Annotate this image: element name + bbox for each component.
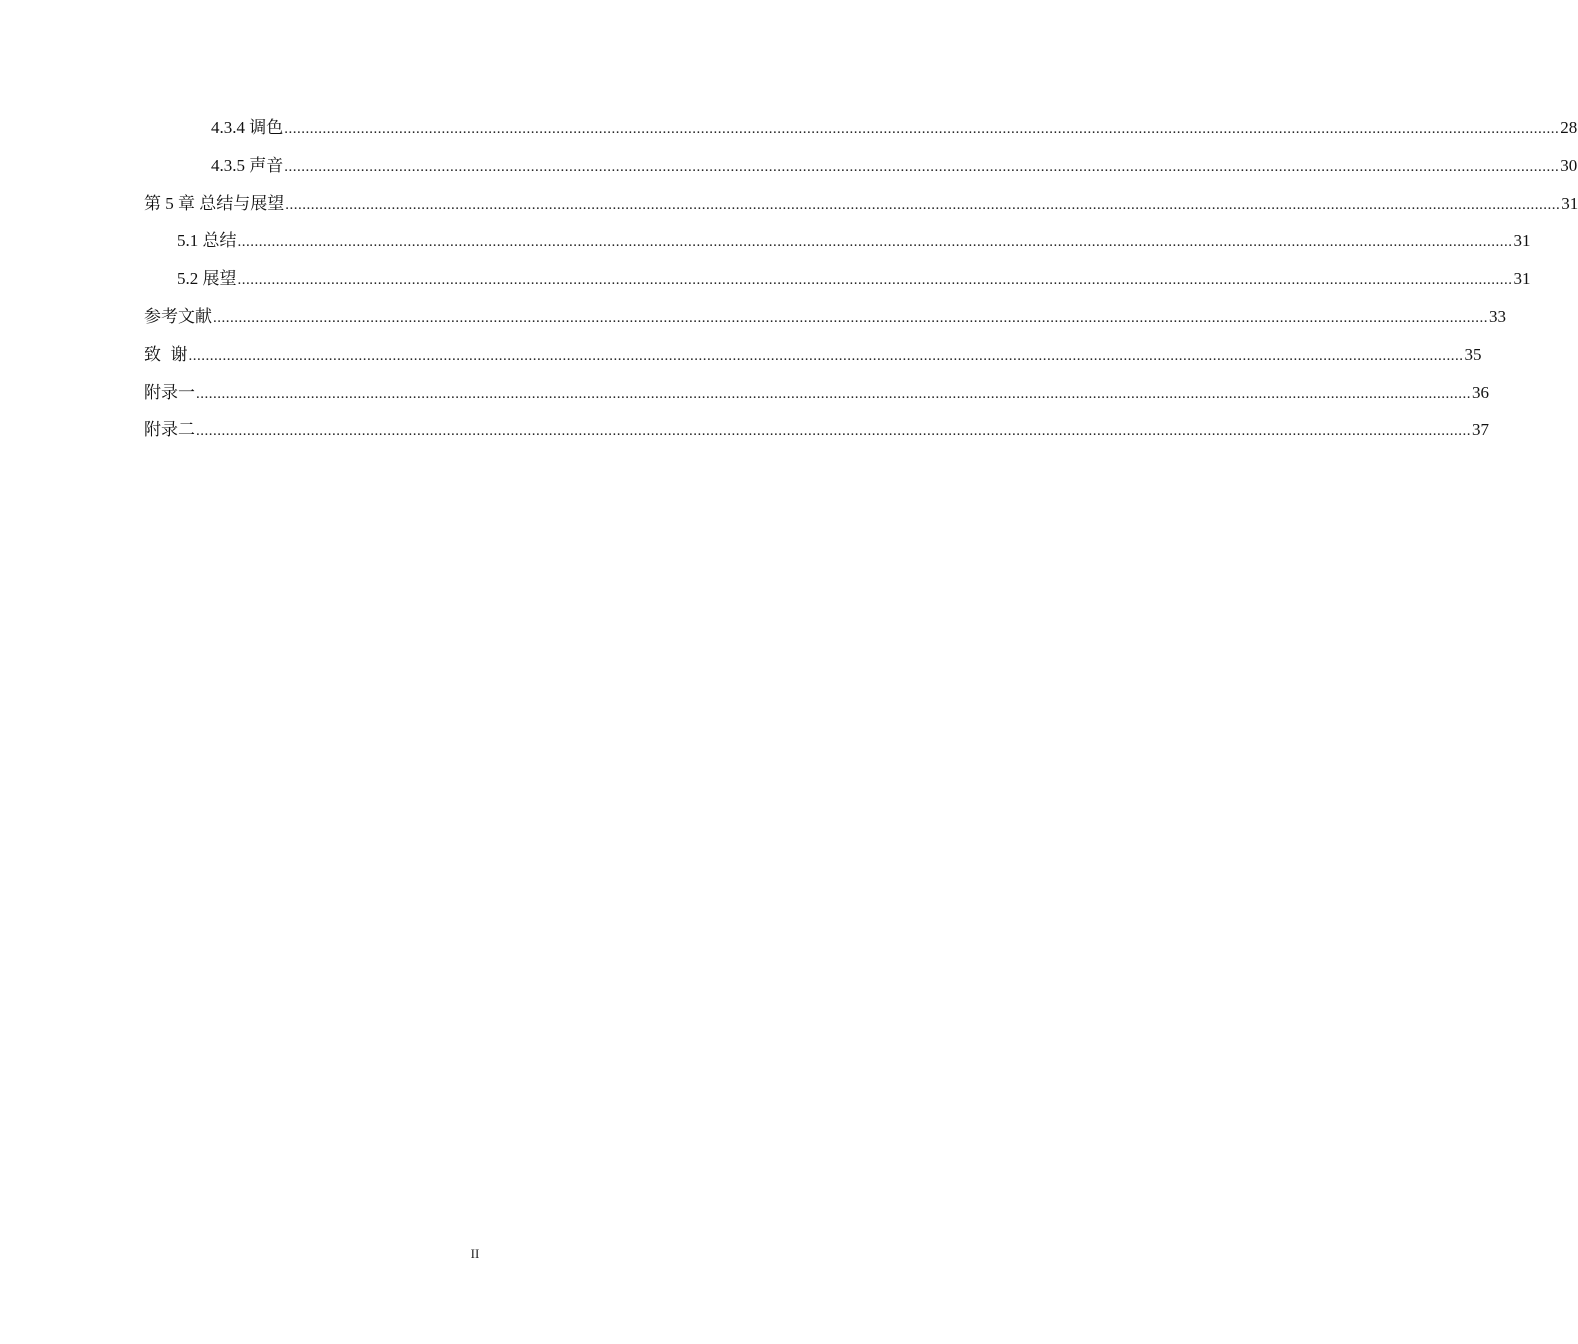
toc-entry[interactable]: [144, 230, 1531, 268]
toc-entry[interactable]: [144, 419, 1489, 457]
toc-dot-leader: ............................................................................................................................................................................................................................................................................................................: [237, 234, 1513, 251]
toc-entry-title: 第 5 章 总结与展望: [144, 193, 285, 213]
toc-entry-page: 31: [1561, 193, 1578, 213]
toc-dot-leader: ............................................................................................................................................................................................................................................................................................................: [237, 272, 1513, 289]
toc-entry-title: 4.3.5 声音: [211, 155, 284, 175]
toc-dot-leader: ............................................................................................................................................................................................................................................................................................................: [196, 423, 1471, 440]
toc-entry-page: 30: [1560, 155, 1578, 175]
toc-entry-page: 28: [1560, 118, 1578, 137]
toc-entry-title: 参考文献: [144, 306, 212, 326]
toc-dot-leader: ............................................................................................................................................................................................................................................................................................................: [213, 309, 1488, 326]
toc-entry-title: 附录一: [144, 382, 195, 402]
table-of-contents: [144, 117, 1578, 457]
toc-entry[interactable]: [144, 268, 1531, 306]
toc-entry[interactable]: [144, 382, 1489, 420]
toc-entry-title: 附录二: [144, 420, 195, 440]
toc-entry-title: 5.1 总结: [177, 231, 237, 251]
toc-dot-leader: ............................................................................................................................................................................................................................................................................................................: [284, 121, 1560, 137]
toc-entry[interactable]: [144, 344, 1482, 382]
toc-dot-leader: ............................................................................................................................................................................................................................................................................................................: [284, 158, 1560, 175]
toc-entry-title: 4.3.4 调色: [211, 118, 284, 137]
toc-entry-title: 5.2 展望: [177, 269, 237, 289]
toc-dot-leader: ............................................................................................................................................................................................................................................................................................................: [285, 196, 1561, 213]
toc-entry-page: 36: [1472, 382, 1489, 402]
toc-entry-page: 35: [1464, 344, 1482, 364]
toc-dot-leader: ............................................................................................................................................................................................................................................................................................................: [188, 347, 1464, 364]
toc-dot-leader: ............................................................................................................................................................................................................................................................................................................: [196, 385, 1471, 402]
toc-entry[interactable]: [144, 155, 1578, 193]
page-number: II: [470, 1246, 480, 1261]
toc-entry[interactable]: [144, 193, 1578, 231]
toc-entry-page: 33: [1489, 306, 1506, 326]
toc-entry[interactable]: [144, 306, 1506, 344]
toc-entry-page: 31: [1513, 269, 1531, 289]
toc-entry-page: 37: [1472, 420, 1489, 440]
toc-entry[interactable]: [144, 117, 1578, 155]
toc-entry-title: 致 谢: [144, 344, 188, 364]
toc-entry-page: 31: [1513, 231, 1531, 251]
